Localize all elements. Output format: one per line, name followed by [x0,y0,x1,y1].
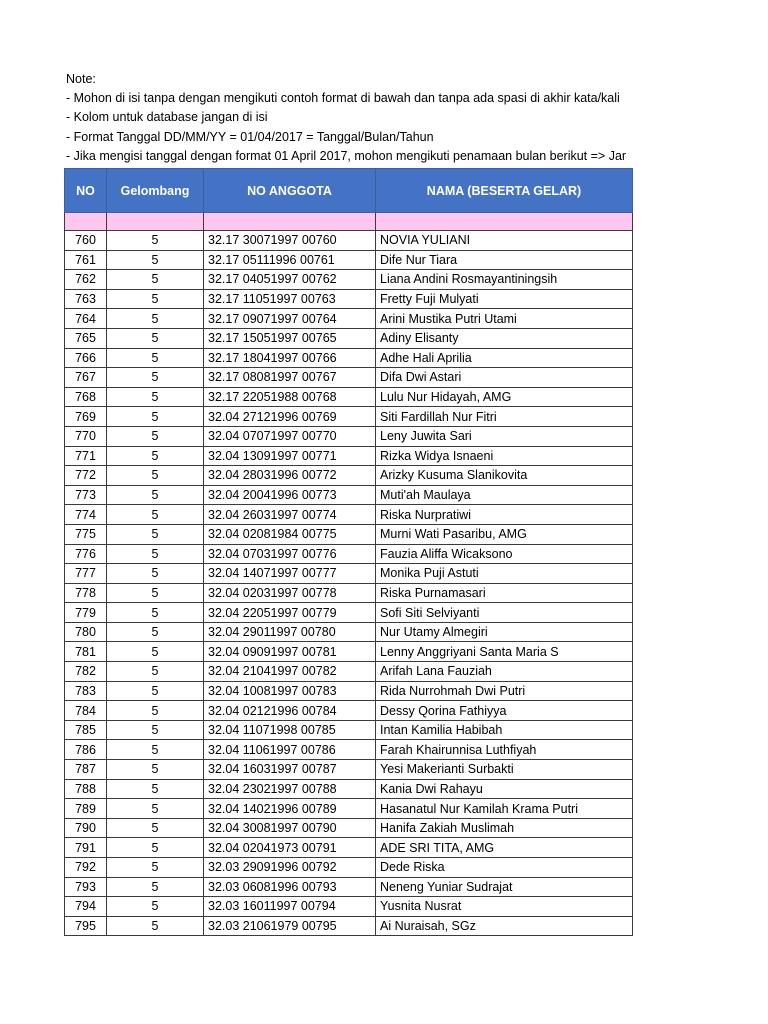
cell-gelombang[interactable]: 5 [107,368,204,388]
table-row [65,916,633,936]
cell-gelombang[interactable]: 5 [107,720,204,740]
cell-no-anggota[interactable]: 32.17 22051988 00768 [204,387,376,407]
cell-nama[interactable]: Dessy Qorina Fathiyya [376,701,633,721]
cell-no[interactable]: 783 [65,681,107,701]
cell-no[interactable]: 771 [65,446,107,466]
cell-no-anggota[interactable]: 32.04 30081997 00790 [204,818,376,838]
cell-no-anggota[interactable]: 32.04 13091997 00771 [204,446,376,466]
cell-no[interactable]: 782 [65,662,107,682]
cell-no[interactable]: 790 [65,818,107,838]
cell-no-anggota[interactable]: 32.04 14021996 00789 [204,799,376,819]
cell-nama[interactable]: Lenny Anggriyani Santa Maria S [376,642,633,662]
cell-gelombang[interactable]: 5 [107,897,204,917]
table-row [65,760,633,780]
table-row [65,289,633,309]
cell-no-anggota[interactable]: 32.17 08081997 00767 [204,368,376,388]
cell-no-anggota[interactable]: 32.04 07031997 00776 [204,544,376,564]
cell-nama[interactable]: Yesi Makerianti Surbakti [376,760,633,780]
table-row [65,897,633,917]
cell-no-anggota[interactable]: 32.17 30071997 00760 [204,231,376,251]
table-row [65,818,633,838]
cell-nama[interactable]: Muti'ah Maulaya [376,485,633,505]
cell-no[interactable]: 772 [65,466,107,486]
cell-gelombang[interactable]: 5 [107,485,204,505]
cell-no[interactable]: 764 [65,309,107,329]
table-row [65,250,633,270]
cell-gelombang[interactable]: 5 [107,524,204,544]
table-row [65,270,633,290]
cell-no[interactable]: 789 [65,799,107,819]
cell-gelombang[interactable]: 5 [107,603,204,623]
cell-no[interactable]: 776 [65,544,107,564]
cell-nama[interactable]: Ai Nuraisah, SGz [376,916,633,936]
column-header-no-anggota[interactable]: NO ANGGOTA [204,169,376,213]
cell-nama[interactable]: Sofi Siti Selviyanti [376,603,633,623]
cell-no-anggota[interactable]: 32.04 07071997 00770 [204,426,376,446]
cell-gelombang[interactable]: 5 [107,387,204,407]
cell-no[interactable]: 762 [65,270,107,290]
cell-no[interactable]: 780 [65,622,107,642]
cell-gelombang[interactable]: 5 [107,309,204,329]
cell-no-anggota[interactable]: 32.04 29011997 00780 [204,622,376,642]
header-row [65,169,633,213]
cell-gelombang[interactable]: 5 [107,740,204,760]
cell-nama[interactable]: Riska Purnamasari [376,583,633,603]
cell-gelombang[interactable]: 5 [107,466,204,486]
cell-no[interactable]: 760 [65,231,107,251]
cell-no-anggota[interactable]: 32.04 28031996 00772 [204,466,376,486]
note-line-database: - Kolom untuk database jangan di isi [66,110,268,125]
table-row [65,446,633,466]
cell-gelombang[interactable]: 5 [107,642,204,662]
note-title: Note: [66,72,96,86]
cell-gelombang[interactable]: 5 [107,877,204,897]
note-line-date-format: - Format Tanggal DD/MM/YY = 01/04/2017 = Tanggal/Bulan/Tahun [66,129,434,144]
cell-no-anggota[interactable]: 32.04 20041996 00773 [204,485,376,505]
cell-no[interactable]: 777 [65,564,107,584]
cell-no-anggota[interactable]: 32.03 06081996 00793 [204,877,376,897]
column-header-no[interactable]: NO [65,169,107,213]
cell-nama[interactable]: Fretty Fuji Mulyati [376,289,633,309]
cell-nama[interactable]: Hanifa Zakiah Muslimah [376,818,633,838]
cell-nama[interactable]: Arizky Kusuma Slanikovita [376,466,633,486]
cell-nama[interactable]: Dede Riska [376,858,633,878]
cell-no[interactable]: 766 [65,348,107,368]
cell-no[interactable]: 770 [65,426,107,446]
table-row [65,779,633,799]
cell-nama[interactable]: Murni Wati Pasaribu, AMG [376,524,633,544]
cell-no-anggota[interactable]: 32.03 29091996 00792 [204,858,376,878]
table-row [65,564,633,584]
table-row [65,720,633,740]
table-row [65,309,633,329]
table-row [65,877,633,897]
cell-gelombang[interactable]: 5 [107,838,204,858]
cell-gelombang[interactable]: 5 [107,250,204,270]
cell-gelombang[interactable]: 5 [107,779,204,799]
cell-no[interactable]: 791 [65,838,107,858]
empty-cell[interactable] [204,213,376,231]
cell-no-anggota[interactable]: 32.04 14071997 00777 [204,564,376,584]
cell-no[interactable]: 795 [65,916,107,936]
cell-no[interactable]: 761 [65,250,107,270]
cell-no-anggota[interactable]: 32.17 04051997 00762 [204,270,376,290]
member-table [64,168,633,936]
cell-gelombang[interactable]: 5 [107,760,204,780]
cell-no-anggota[interactable]: 32.04 11071998 00785 [204,720,376,740]
empty-cell[interactable] [107,213,204,231]
table-row [65,838,633,858]
table-row [65,799,633,819]
cell-gelombang[interactable]: 5 [107,348,204,368]
cell-no-anggota[interactable]: 32.04 21041997 00782 [204,662,376,682]
table-row [65,662,633,682]
cell-gelombang[interactable]: 5 [107,407,204,427]
cell-nama[interactable]: Arini Mustika Putri Utami [376,309,633,329]
cell-nama[interactable]: Arifah Lana Fauziah [376,662,633,682]
cell-no[interactable]: 767 [65,368,107,388]
table-row [65,603,633,623]
cell-gelombang[interactable]: 5 [107,799,204,819]
cell-nama[interactable]: Adhe Hali Aprilia [376,348,633,368]
cell-nama[interactable]: Hasanatul Nur Kamilah Krama Putri [376,799,633,819]
cell-nama[interactable]: Intan Kamilia Habibah [376,720,633,740]
cell-nama[interactable]: Lulu Nur Hidayah, AMG [376,387,633,407]
cell-no-anggota[interactable]: 32.17 15051997 00765 [204,328,376,348]
cell-no-anggota[interactable]: 32.17 11051997 00763 [204,289,376,309]
cell-no-anggota[interactable]: 32.17 09071997 00764 [204,309,376,329]
table-row [65,622,633,642]
table-row [65,642,633,662]
cell-nama[interactable]: Yusnita Nusrat [376,897,633,917]
cell-no[interactable]: 788 [65,779,107,799]
cell-no-anggota[interactable]: 32.04 02041973 00791 [204,838,376,858]
cell-no-anggota[interactable]: 32.04 10081997 00783 [204,681,376,701]
cell-no[interactable]: 773 [65,485,107,505]
table-row [65,524,633,544]
cell-nama[interactable]: Rizka Widya Isnaeni [376,446,633,466]
cell-no-anggota[interactable]: 32.04 09091997 00781 [204,642,376,662]
table-row [65,466,633,486]
cell-gelombang[interactable]: 5 [107,544,204,564]
cell-gelombang[interactable]: 5 [107,328,204,348]
cell-nama[interactable]: Rida Nurrohmah Dwi Putri [376,681,633,701]
table-row [65,426,633,446]
cell-nama[interactable]: NOVIA YULIANI [376,231,633,251]
empty-cell[interactable] [65,213,107,231]
column-header-gelombang[interactable]: Gelombang [107,169,204,213]
table-row [65,858,633,878]
note-line-format: - Mohon di isi tanpa dengan mengikuti contoh format di bawah dan tanpa ada spasi di akhir kata/kali [66,91,620,106]
cell-no-anggota[interactable]: 32.04 11061997 00786 [204,740,376,760]
column-header-nama[interactable]: NAMA (BESERTA GELAR) [376,169,633,213]
cell-no[interactable]: 781 [65,642,107,662]
cell-no-anggota[interactable]: 32.04 22051997 00779 [204,603,376,623]
table-row [65,505,633,525]
empty-cell[interactable] [376,213,633,231]
cell-nama[interactable]: Siti Fardillah Nur Fitri [376,407,633,427]
cell-no[interactable]: 784 [65,701,107,721]
cell-no[interactable]: 775 [65,524,107,544]
table-row [65,544,633,564]
cell-nama[interactable]: ADE SRI TITA, AMG [376,838,633,858]
cell-gelombang[interactable]: 5 [107,622,204,642]
cell-no[interactable]: 763 [65,289,107,309]
cell-nama[interactable]: Fauzia Aliffa Wicaksono [376,544,633,564]
cell-no-anggota[interactable]: 32.04 27121996 00769 [204,407,376,427]
table-row [65,368,633,388]
table-row [65,407,633,427]
empty-highlight-row [65,213,633,231]
cell-gelombang[interactable]: 5 [107,426,204,446]
cell-no-anggota[interactable]: 32.04 02031997 00778 [204,583,376,603]
cell-no[interactable]: 769 [65,407,107,427]
table-row [65,740,633,760]
cell-no[interactable]: 794 [65,897,107,917]
cell-gelombang[interactable]: 5 [107,289,204,309]
cell-no[interactable]: 793 [65,877,107,897]
cell-gelombang[interactable]: 5 [107,916,204,936]
table-row [65,348,633,368]
cell-no-anggota[interactable]: 32.04 26031997 00774 [204,505,376,525]
cell-nama[interactable]: Farah Khairunnisa Luthfiyah [376,740,633,760]
cell-nama[interactable]: Nur Utamy Almegiri [376,622,633,642]
cell-gelombang[interactable]: 5 [107,505,204,525]
cell-gelombang[interactable]: 5 [107,564,204,584]
cell-no[interactable]: 792 [65,858,107,878]
cell-no-anggota[interactable]: 32.04 02121996 00784 [204,701,376,721]
cell-no[interactable]: 778 [65,583,107,603]
notes-block [66,70,632,166]
cell-gelombang[interactable]: 5 [107,701,204,721]
cell-nama[interactable]: Dife Nur Tiara [376,250,633,270]
table-row [65,681,633,701]
cell-no[interactable]: 786 [65,740,107,760]
cell-nama[interactable]: Monika Puji Astuti [376,564,633,584]
cell-no-anggota[interactable]: 32.04 16031997 00787 [204,760,376,780]
cell-nama[interactable]: Liana Andini Rosmayantiningsih [376,270,633,290]
cell-gelombang[interactable]: 5 [107,818,204,838]
cell-no-anggota[interactable]: 32.17 05111996 00761 [204,250,376,270]
note-line-month-names: - Jika mengisi tanggal dengan format 01 April 2017, mohon mengikuti penamaan bulan berikut => Jar [66,148,627,163]
table-row [65,701,633,721]
cell-nama[interactable]: Leny Juwita Sari [376,426,633,446]
cell-gelombang[interactable]: 5 [107,858,204,878]
cell-gelombang[interactable]: 5 [107,270,204,290]
cell-nama[interactable]: Kania Dwi Rahayu [376,779,633,799]
cell-gelombang[interactable]: 5 [107,231,204,251]
cell-no[interactable]: 779 [65,603,107,623]
cell-no-anggota[interactable]: 32.17 18041997 00766 [204,348,376,368]
cell-gelombang[interactable]: 5 [107,583,204,603]
table-row [65,485,633,505]
cell-no-anggota[interactable]: 32.04 02081984 00775 [204,524,376,544]
table-row [65,231,633,251]
cell-no-anggota[interactable]: 32.03 21061979 00795 [204,916,376,936]
cell-no-anggota[interactable]: 32.04 23021997 00788 [204,779,376,799]
table-row [65,328,633,348]
cell-no[interactable]: 787 [65,760,107,780]
cell-nama[interactable]: Riska Nurpratiwi [376,505,633,525]
cell-no[interactable]: 765 [65,328,107,348]
cell-nama[interactable]: Difa Dwi Astari [376,368,633,388]
table-row [65,583,633,603]
table-row [65,387,633,407]
cell-gelombang[interactable]: 5 [107,446,204,466]
cell-nama[interactable]: Adiny Elisanty [376,328,633,348]
cell-no[interactable]: 785 [65,720,107,740]
cell-gelombang[interactable]: 5 [107,662,204,682]
cell-no[interactable]: 774 [65,505,107,525]
cell-nama[interactable]: Neneng Yuniar Sudrajat [376,877,633,897]
cell-no-anggota[interactable]: 32.03 16011997 00794 [204,897,376,917]
cell-gelombang[interactable]: 5 [107,681,204,701]
cell-no[interactable]: 768 [65,387,107,407]
